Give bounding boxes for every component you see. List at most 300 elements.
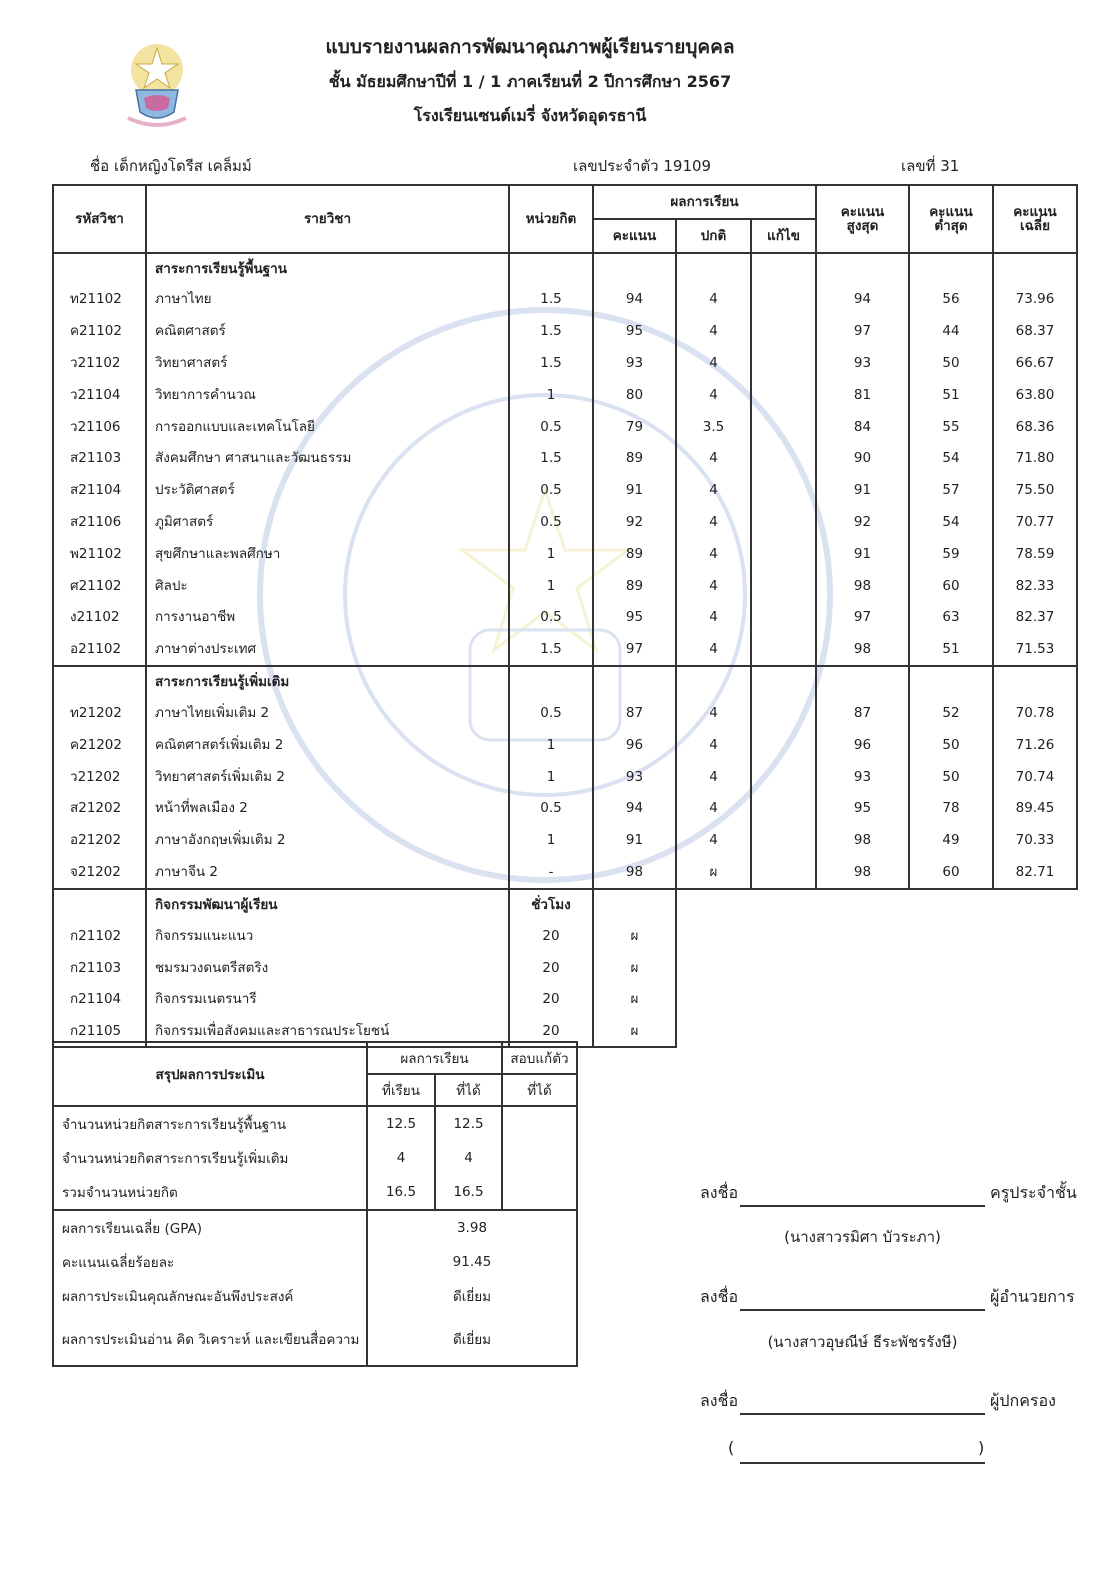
subject-max: 91 <box>816 474 909 506</box>
summary-retest <box>502 1106 577 1141</box>
subject-credit: 1 <box>509 570 593 602</box>
subject-min: 52 <box>909 697 993 729</box>
subject-max: 81 <box>816 379 909 411</box>
empty-cell <box>593 666 676 697</box>
empty-cell <box>751 253 816 284</box>
summary-result-value: 91.45 <box>367 1245 577 1279</box>
subject-code: พ21102 <box>53 538 146 570</box>
empty-cell <box>593 889 676 920</box>
header-result: ผลการเรียน <box>593 185 816 219</box>
section-title: กิจกรรมพัฒนาผู้เรียน <box>146 889 509 920</box>
subject-name: หน้าที่พลเมือง 2 <box>146 793 509 825</box>
report-subtitle: ชั้น มัธยมศึกษาปีที่ 1 / 1 ภาคเรียนที่ 2 ปีการศึกษา 2567 <box>328 72 732 91</box>
subject-grade: 4 <box>676 443 751 475</box>
subject-name: สังคมศึกษา ศาสนาและวัฒนธรรม <box>146 443 509 475</box>
parent-sign-label: ลงชื่อ <box>700 1391 739 1410</box>
subject-grade: 4 <box>676 506 751 538</box>
subject-max: 87 <box>816 697 909 729</box>
subject-score: 92 <box>593 506 676 538</box>
subject-max: 91 <box>816 538 909 570</box>
parent-name-line <box>740 1462 985 1464</box>
summary-credit-row <box>53 1106 577 1141</box>
subject-score: 97 <box>593 633 676 666</box>
activity-row <box>53 920 1077 952</box>
summary-result-label: คะแนนเฉลี่ยร้อยละ <box>53 1245 367 1279</box>
summary-title: สรุปผลการประเมิน <box>53 1042 367 1106</box>
subject-row <box>53 602 1077 634</box>
subject-grade: 3.5 <box>676 411 751 443</box>
summary-table <box>52 1041 578 1367</box>
subject-name: ภาษาไทยเพิ่มเติม 2 <box>146 697 509 729</box>
subject-min: 63 <box>909 602 993 634</box>
subject-max: 94 <box>816 284 909 316</box>
subject-score: 89 <box>593 570 676 602</box>
subject-row <box>53 538 1077 570</box>
subject-row <box>53 793 1077 825</box>
summary-studied-header: ที่เรียน <box>367 1074 435 1106</box>
activity-hours: 20 <box>509 920 593 952</box>
subject-code: ง21102 <box>53 602 146 634</box>
summary-earned: 4 <box>435 1141 502 1175</box>
subject-min: 51 <box>909 633 993 666</box>
subject-credit: - <box>509 856 593 889</box>
subject-score: 87 <box>593 697 676 729</box>
subject-credit: 1 <box>509 379 593 411</box>
subject-name: ภาษาไทย <box>146 284 509 316</box>
activity-name: กิจกรรมเพื่อสังคมและสาธารณประโยชน์ <box>146 1015 509 1047</box>
subject-min: 54 <box>909 443 993 475</box>
empty-cell <box>751 666 816 697</box>
director-sign-label: ลงชื่อ <box>700 1287 739 1306</box>
subject-min: 57 <box>909 474 993 506</box>
subject-name: ภูมิศาสตร์ <box>146 506 509 538</box>
subject-min: 56 <box>909 284 993 316</box>
subject-min: 78 <box>909 793 993 825</box>
blank-cell <box>676 1015 751 1047</box>
subject-row <box>53 474 1077 506</box>
subject-code: ว21102 <box>53 347 146 379</box>
header-max: คะแนน สูงสุด <box>816 185 909 253</box>
blank-cell <box>993 952 1077 984</box>
empty-cell <box>676 253 751 284</box>
empty-cell <box>593 253 676 284</box>
subject-name: คณิตศาสตร์ <box>146 315 509 347</box>
subject-avg: 75.50 <box>993 474 1077 506</box>
subject-score: 93 <box>593 761 676 793</box>
blank-cell <box>751 984 816 1016</box>
subject-credit: 1.5 <box>509 284 593 316</box>
subject-avg: 70.77 <box>993 506 1077 538</box>
header-code: รหัสวิชา <box>53 185 146 253</box>
summary-retest-earned-header: ที่ได้ <box>502 1074 577 1106</box>
subject-remedial <box>751 315 816 347</box>
header-credit: หน่วยกิต <box>509 185 593 253</box>
subject-name: ภาษาจีน 2 <box>146 856 509 889</box>
activity-code: ก21103 <box>53 952 146 984</box>
subject-code: ส21104 <box>53 474 146 506</box>
summary-studied: 12.5 <box>367 1106 435 1141</box>
subject-name: ภาษาต่างประเทศ <box>146 633 509 666</box>
subject-code: ว21106 <box>53 411 146 443</box>
subject-score: 94 <box>593 284 676 316</box>
subject-max: 93 <box>816 347 909 379</box>
parent-role: ผู้ปกครอง <box>990 1391 1056 1410</box>
subject-row <box>53 824 1077 856</box>
subject-min: 59 <box>909 538 993 570</box>
subject-avg: 70.33 <box>993 824 1077 856</box>
subject-row <box>53 506 1077 538</box>
blank-cell <box>816 889 909 920</box>
blank-cell <box>676 952 751 984</box>
parent-open-paren: ( <box>728 1438 735 1457</box>
subject-row <box>53 570 1077 602</box>
subject-code: ศ21102 <box>53 570 146 602</box>
subject-min: 60 <box>909 570 993 602</box>
header-score: คะแนน <box>593 219 676 253</box>
subject-avg: 82.33 <box>993 570 1077 602</box>
header-min: คะแนน ต่ำสุด <box>909 185 993 253</box>
summary-result-header: ผลการเรียน <box>367 1042 502 1074</box>
subject-grade: 4 <box>676 697 751 729</box>
subject-name: วิทยาการคำนวณ <box>146 379 509 411</box>
subject-code: อ21102 <box>53 633 146 666</box>
summary-table-body <box>53 1106 577 1366</box>
subject-row <box>53 347 1077 379</box>
subject-grade: 4 <box>676 633 751 666</box>
subject-name: การงานอาชีพ <box>146 602 509 634</box>
subject-min: 51 <box>909 379 993 411</box>
summary-result-value: ดีเยี่ยม <box>367 1279 577 1313</box>
subject-name: วิทยาศาสตร์เพิ่มเติม 2 <box>146 761 509 793</box>
subject-max: 96 <box>816 729 909 761</box>
subject-remedial <box>751 474 816 506</box>
activity-result: ผ <box>593 984 676 1016</box>
student-number: เลขที่ 31 <box>901 157 960 175</box>
school-logo <box>122 40 192 130</box>
activity-result: ผ <box>593 920 676 952</box>
subject-credit: 1 <box>509 538 593 570</box>
director-sign-line <box>740 1309 985 1311</box>
activity-code: ก21102 <box>53 920 146 952</box>
subject-min: 49 <box>909 824 993 856</box>
subject-credit: 1 <box>509 729 593 761</box>
subject-score: 91 <box>593 474 676 506</box>
summary-result-label: ผลการประเมินคุณลักษณะอันพึงประสงค์ <box>53 1279 367 1313</box>
blank-cell <box>751 920 816 952</box>
subject-remedial <box>751 633 816 666</box>
activity-name: กิจกรรมแนะแนว <box>146 920 509 952</box>
subject-max: 95 <box>816 793 909 825</box>
subject-avg: 71.80 <box>993 443 1077 475</box>
summary-earned: 16.5 <box>435 1175 502 1210</box>
subject-score: 79 <box>593 411 676 443</box>
subject-min: 54 <box>909 506 993 538</box>
subject-credit: 0.5 <box>509 697 593 729</box>
subject-credit: 0.5 <box>509 793 593 825</box>
activity-result: ผ <box>593 1015 676 1047</box>
subject-credit: 0.5 <box>509 602 593 634</box>
subject-score: 95 <box>593 602 676 634</box>
subject-remedial <box>751 570 816 602</box>
blank-cell <box>816 920 909 952</box>
summary-result-row <box>53 1279 577 1313</box>
subject-row <box>53 284 1077 316</box>
subject-grade: 4 <box>676 284 751 316</box>
blank-cell <box>993 920 1077 952</box>
subject-name: การออกแบบและเทคโนโลยี <box>146 411 509 443</box>
blank-cell <box>751 1015 816 1047</box>
subject-credit: 0.5 <box>509 411 593 443</box>
empty-cell <box>816 253 909 284</box>
section-header-row <box>53 666 1077 697</box>
parent-sign-line <box>740 1413 985 1415</box>
subject-code: ส21106 <box>53 506 146 538</box>
activity-hours: 20 <box>509 952 593 984</box>
summary-label: จำนวนหน่วยกิตสาระการเรียนรู้พื้นฐาน <box>53 1106 367 1141</box>
summary-earned: 12.5 <box>435 1106 502 1141</box>
activity-hours: 20 <box>509 1015 593 1047</box>
subject-avg: 89.45 <box>993 793 1077 825</box>
subject-avg: 82.71 <box>993 856 1077 889</box>
subject-max: 98 <box>816 824 909 856</box>
section-code-cell <box>53 253 146 284</box>
subject-remedial <box>751 697 816 729</box>
activity-result: ผ <box>593 952 676 984</box>
summary-earned-header: ที่ได้ <box>435 1074 502 1106</box>
empty-cell <box>816 666 909 697</box>
header-avg: คะแนน เฉลี่ย <box>993 185 1077 253</box>
subject-credit: 0.5 <box>509 506 593 538</box>
subject-avg: 78.59 <box>993 538 1077 570</box>
summary-studied: 4 <box>367 1141 435 1175</box>
subject-max: 97 <box>816 602 909 634</box>
blank-cell <box>751 952 816 984</box>
subject-credit: 1 <box>509 824 593 856</box>
blank-cell <box>676 984 751 1016</box>
subject-remedial <box>751 443 816 475</box>
subject-score: 98 <box>593 856 676 889</box>
subject-score: 96 <box>593 729 676 761</box>
subject-credit: 1.5 <box>509 315 593 347</box>
teacher-role: ครูประจำชั้น <box>990 1183 1077 1202</box>
activity-code: ก21104 <box>53 984 146 1016</box>
empty-cell <box>993 666 1077 697</box>
subject-min: 50 <box>909 761 993 793</box>
section-code-cell <box>53 889 146 920</box>
subject-credit: 1 <box>509 761 593 793</box>
blank-cell <box>909 952 993 984</box>
section-header-row <box>53 253 1077 284</box>
summary-result-row <box>53 1245 577 1279</box>
blank-cell <box>909 889 993 920</box>
subject-grade: 4 <box>676 761 751 793</box>
subject-avg: 73.96 <box>993 284 1077 316</box>
subject-min: 50 <box>909 729 993 761</box>
subject-remedial <box>751 793 816 825</box>
grade-table-body <box>53 253 1077 1048</box>
subject-code: ท21202 <box>53 697 146 729</box>
blank-cell <box>816 1015 909 1047</box>
subject-name: ภาษาอังกฤษเพิ่มเติม 2 <box>146 824 509 856</box>
subject-grade: 4 <box>676 793 751 825</box>
subject-grade: 4 <box>676 347 751 379</box>
subject-code: ค21202 <box>53 729 146 761</box>
subject-score: 89 <box>593 538 676 570</box>
blank-cell <box>909 984 993 1016</box>
subject-score: 91 <box>593 824 676 856</box>
header-remedial: แก้ไข <box>751 219 816 253</box>
summary-result-label: ผลการประเมินอ่าน คิด วิเคราะห์ และเขียนสื่อความ <box>53 1313 367 1366</box>
section-unit: ชั่วโมง <box>509 889 593 920</box>
subject-max: 93 <box>816 761 909 793</box>
student-id: เลขประจำตัว 19109 <box>573 157 712 175</box>
subject-code: ว21104 <box>53 379 146 411</box>
subject-remedial <box>751 284 816 316</box>
director-name: (นางสาวอุษณีษ์ ธีระพัชรรังษี) <box>767 1333 958 1351</box>
subject-row <box>53 315 1077 347</box>
subject-row <box>53 411 1077 443</box>
subject-score: 94 <box>593 793 676 825</box>
subject-avg: 63.80 <box>993 379 1077 411</box>
summary-retest <box>502 1175 577 1210</box>
subject-max: 84 <box>816 411 909 443</box>
report-title: แบบรายงานผลการพัฒนาคุณภาพผู้เรียนรายบุคคล <box>325 36 735 58</box>
section-title: สาระการเรียนรู้เพิ่มเติม <box>146 666 509 697</box>
subject-avg: 68.36 <box>993 411 1077 443</box>
activity-name: ชมรมวงดนตรีสตริง <box>146 952 509 984</box>
subject-avg: 71.53 <box>993 633 1077 666</box>
subject-min: 60 <box>909 856 993 889</box>
summary-result-value: ดีเยี่ยม <box>367 1313 577 1366</box>
subject-row <box>53 761 1077 793</box>
blank-cell <box>909 920 993 952</box>
subject-grade: 4 <box>676 474 751 506</box>
activity-code: ก21105 <box>53 1015 146 1047</box>
subject-name: สุขศึกษาและพลศึกษา <box>146 538 509 570</box>
subject-score: 93 <box>593 347 676 379</box>
subject-remedial <box>751 824 816 856</box>
blank-cell <box>816 952 909 984</box>
summary-result-row <box>53 1210 577 1245</box>
subject-remedial <box>751 856 816 889</box>
subject-remedial <box>751 729 816 761</box>
subject-max: 98 <box>816 570 909 602</box>
subject-row <box>53 443 1077 475</box>
summary-retest-header: สอบแก้ตัว <box>502 1042 577 1074</box>
summary-result-value: 3.98 <box>367 1210 577 1245</box>
subject-max: 98 <box>816 856 909 889</box>
subject-credit: 1.5 <box>509 347 593 379</box>
subject-min: 44 <box>909 315 993 347</box>
blank-cell <box>676 920 751 952</box>
blank-cell <box>993 1015 1077 1047</box>
blank-cell <box>993 984 1077 1016</box>
teacher-sign-label: ลงชื่อ <box>700 1183 739 1202</box>
subject-code: ส21103 <box>53 443 146 475</box>
subject-score: 95 <box>593 315 676 347</box>
blank-cell <box>816 984 909 1016</box>
subject-grade: 4 <box>676 379 751 411</box>
subject-credit: 1.5 <box>509 633 593 666</box>
summary-credit-row <box>53 1141 577 1175</box>
subject-grade: 4 <box>676 315 751 347</box>
subject-max: 98 <box>816 633 909 666</box>
activity-row <box>53 984 1077 1016</box>
subject-credit: 0.5 <box>509 474 593 506</box>
teacher-sign-line <box>740 1205 985 1207</box>
subject-min: 55 <box>909 411 993 443</box>
subject-code: ส21202 <box>53 793 146 825</box>
activity-hours: 20 <box>509 984 593 1016</box>
subject-name: ศิลปะ <box>146 570 509 602</box>
blank-cell <box>676 889 751 920</box>
subject-avg: 71.26 <box>993 729 1077 761</box>
subject-remedial <box>751 602 816 634</box>
subject-remedial <box>751 538 816 570</box>
grade-table <box>52 184 1078 1048</box>
empty-cell <box>993 253 1077 284</box>
activity-name: กิจกรรมเนตรนารี <box>146 984 509 1016</box>
subject-row <box>53 633 1077 666</box>
subject-avg: 82.37 <box>993 602 1077 634</box>
empty-cell <box>909 666 993 697</box>
subject-avg: 70.74 <box>993 761 1077 793</box>
subject-max: 97 <box>816 315 909 347</box>
subject-avg: 66.67 <box>993 347 1077 379</box>
subject-remedial <box>751 411 816 443</box>
subject-row <box>53 729 1077 761</box>
subject-avg: 68.37 <box>993 315 1077 347</box>
summary-retest <box>502 1141 577 1175</box>
director-role: ผู้อำนวยการ <box>990 1287 1075 1306</box>
subject-avg: 70.78 <box>993 697 1077 729</box>
summary-credit-row <box>53 1175 577 1210</box>
subject-grade: ผ <box>676 856 751 889</box>
subject-remedial <box>751 761 816 793</box>
summary-result-label: ผลการเรียนเฉลี่ย (GPA) <box>53 1210 367 1245</box>
empty-cell <box>909 253 993 284</box>
subject-grade: 4 <box>676 729 751 761</box>
empty-cell <box>676 666 751 697</box>
subject-remedial <box>751 379 816 411</box>
subject-code: อ21202 <box>53 824 146 856</box>
teacher-name: (นางสาวรมิศา บัวระภา) <box>784 1228 941 1246</box>
subject-max: 92 <box>816 506 909 538</box>
section-title: สาระการเรียนรู้พื้นฐาน <box>146 253 509 284</box>
summary-label: รวมจำนวนหน่วยกิต <box>53 1175 367 1210</box>
subject-grade: 4 <box>676 824 751 856</box>
activity-row <box>53 952 1077 984</box>
school-name: โรงเรียนเซนต์เมรี่ จังหวัดอุดรธานี <box>413 106 647 125</box>
subject-score: 89 <box>593 443 676 475</box>
blank-cell <box>751 889 816 920</box>
subject-credit: 1.5 <box>509 443 593 475</box>
section-header-row <box>53 889 1077 920</box>
parent-close-paren: ) <box>978 1438 985 1457</box>
subject-remedial <box>751 347 816 379</box>
header-subject: รายวิชา <box>146 185 509 253</box>
subject-code: จ21202 <box>53 856 146 889</box>
subject-name: คณิตศาสตร์เพิ่มเติม 2 <box>146 729 509 761</box>
blank-cell <box>909 1015 993 1047</box>
subject-code: ท21102 <box>53 284 146 316</box>
subject-grade: 4 <box>676 538 751 570</box>
blank-cell <box>993 889 1077 920</box>
empty-cell <box>509 253 593 284</box>
subject-name: ประวัติศาสตร์ <box>146 474 509 506</box>
subject-row <box>53 379 1077 411</box>
subject-max: 90 <box>816 443 909 475</box>
